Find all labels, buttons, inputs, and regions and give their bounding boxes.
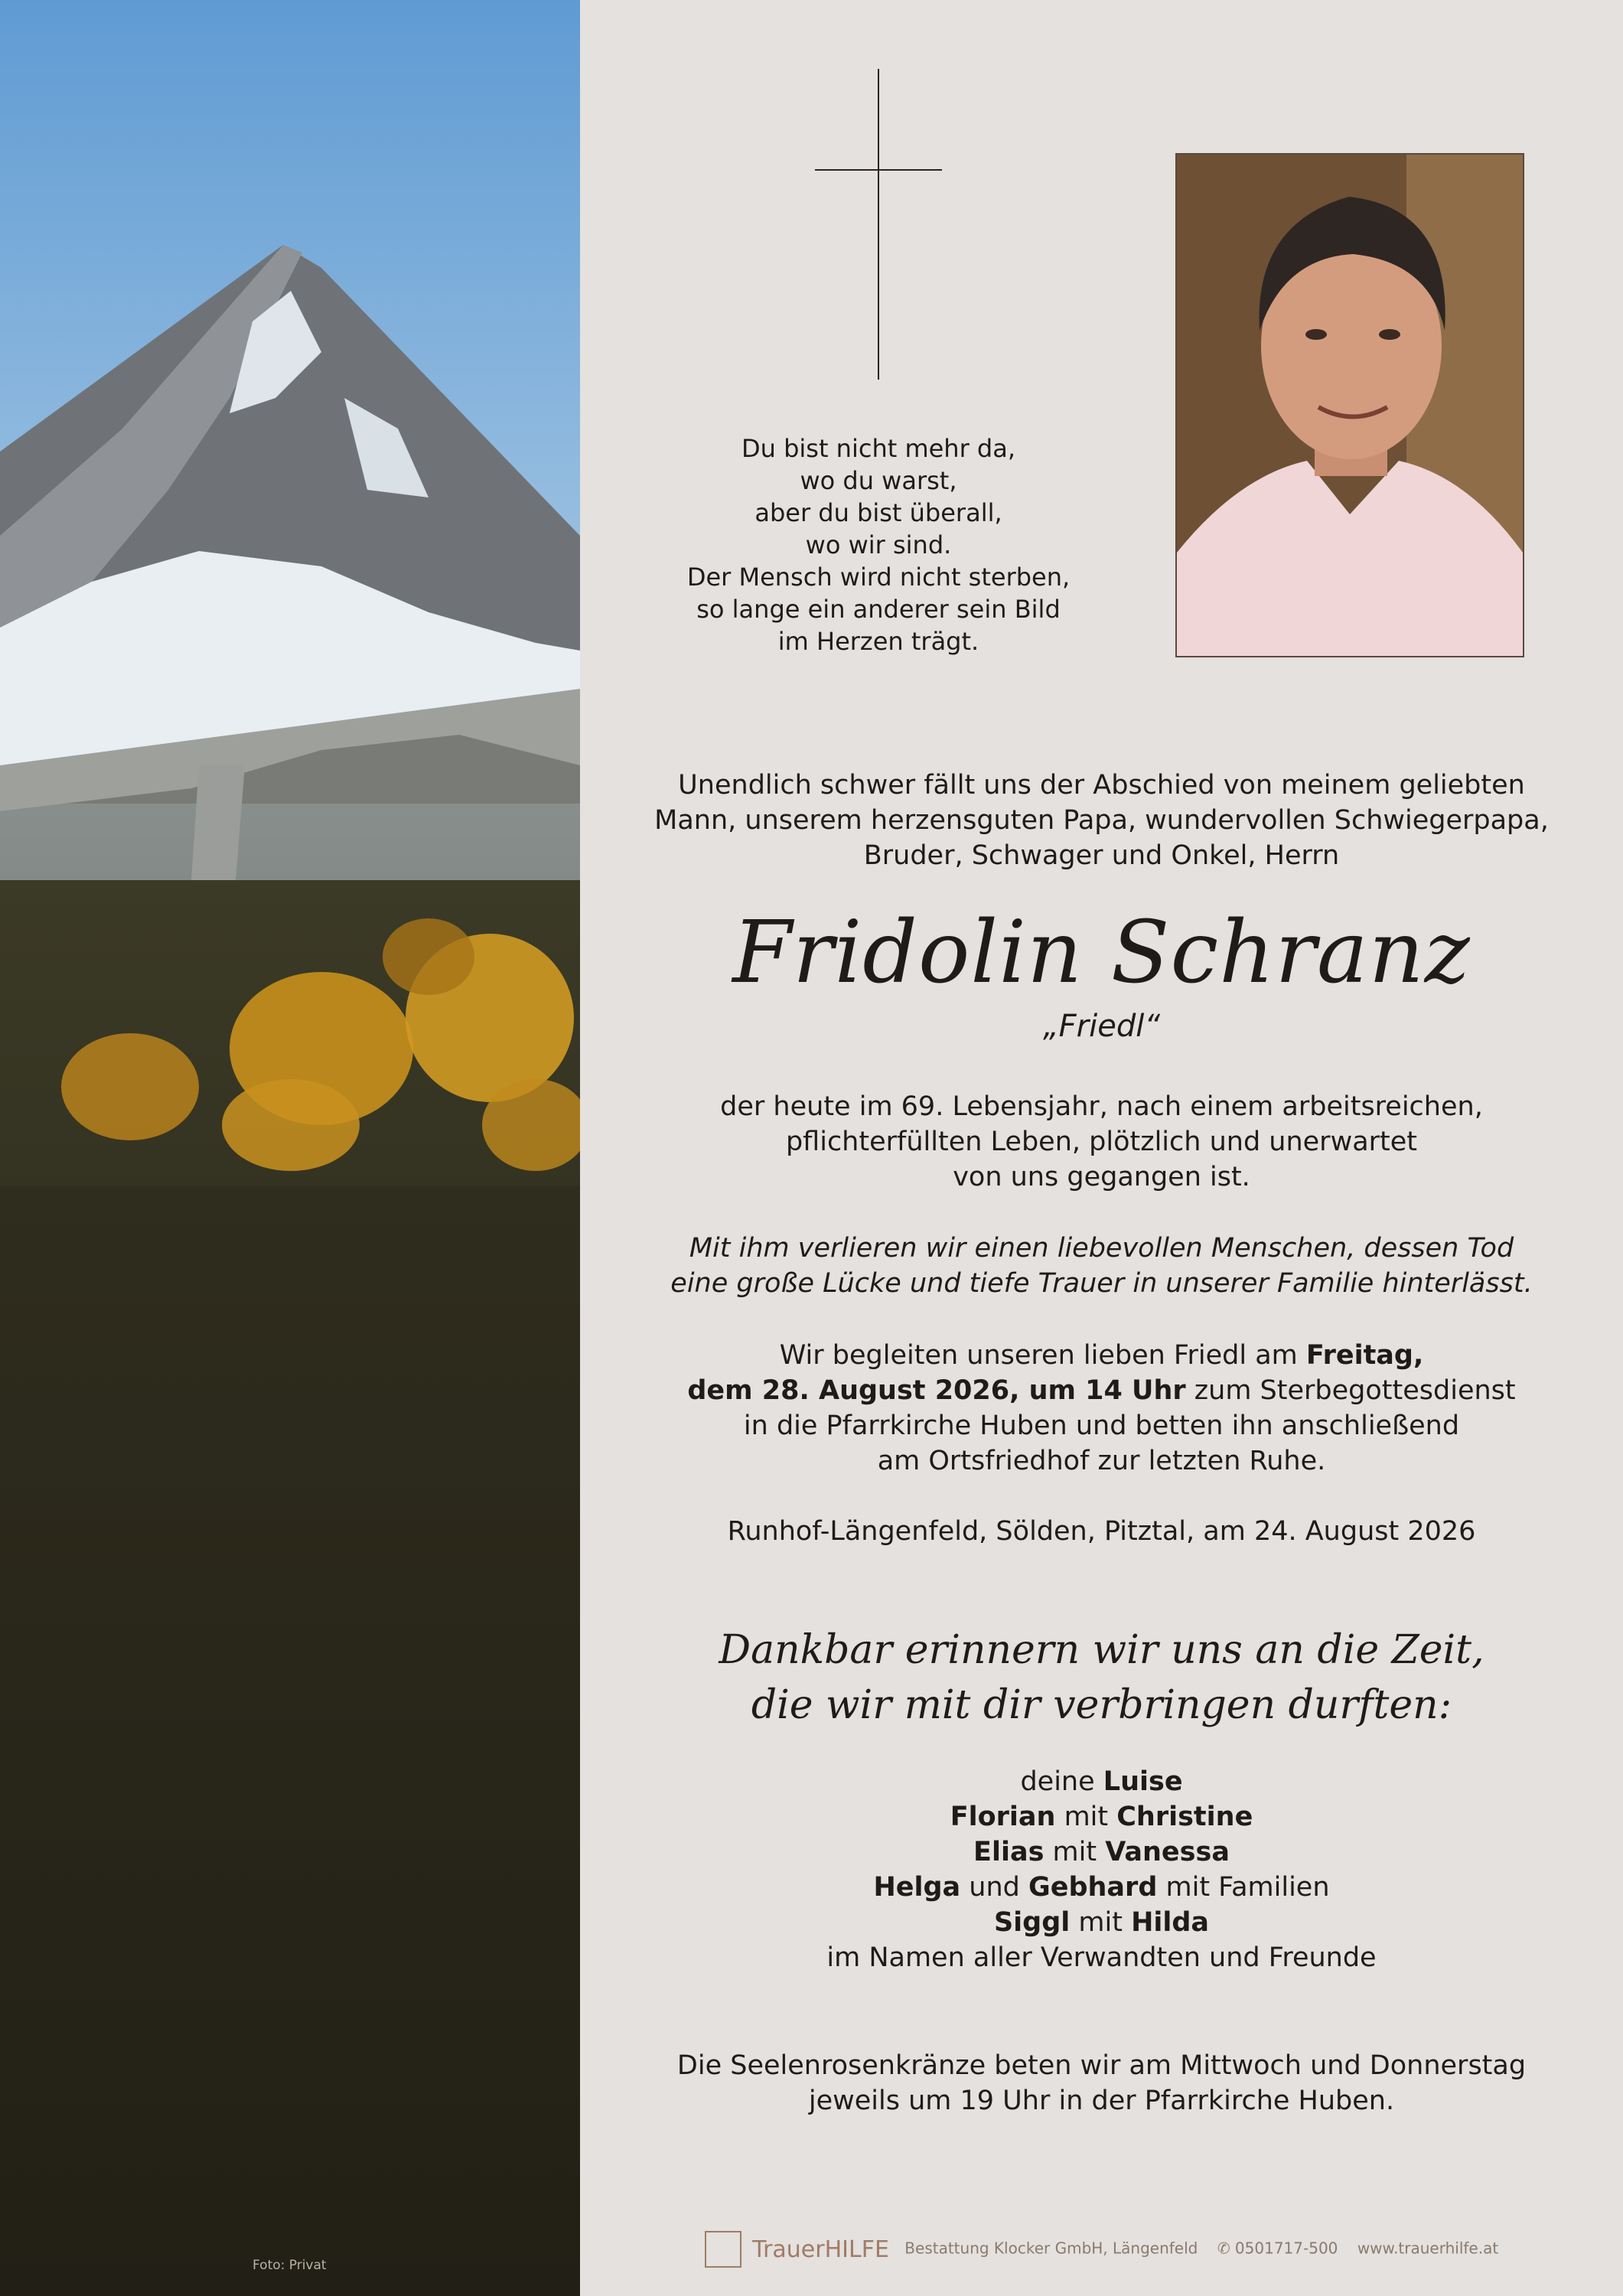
mourner-name: Christine (1116, 1802, 1253, 1832)
passing-line: von uns gegangen ist. (953, 1162, 1250, 1192)
thanks-text (580, 1623, 1623, 1733)
rosary-line: jeweils um 19 Uhr in der Pfarrkirche Huben. (808, 2086, 1395, 2116)
poem-line: Der Mensch wird nicht sterben, (686, 563, 1071, 592)
mourners-list (580, 1764, 1623, 1975)
mourner-text: deine (1020, 1766, 1103, 1797)
memorial-poem (580, 432, 1177, 657)
mourner-name: Helga (873, 1872, 961, 1903)
intro-line: Bruder, Schwager und Onkel, Herrn (863, 840, 1340, 871)
mourner-line (580, 1835, 1623, 1870)
intro-text (580, 768, 1623, 873)
mourner-line: im Namen aller Verwandten und Freunde (826, 1942, 1377, 1973)
footer-company: Bestattung Klocker GmbH, Längenfeld (904, 2239, 1198, 2258)
mourner-text: mit (1044, 1837, 1106, 1867)
passing-line: pflichterfüllten Leben, plötzlich und unerwartet (785, 1127, 1418, 1157)
mourner-line (580, 1870, 1623, 1905)
mourner-name: Florian (950, 1802, 1056, 1832)
funeral-text: Wir begleiten unseren lieben Friedl am (779, 1340, 1306, 1371)
footer-phone: ✆ 0501717-500 (1217, 2239, 1338, 2258)
rosary-line: Die Seelenrosenkränze beten wir am Mittwoch und Donnerstag (676, 2050, 1527, 2081)
poem-line: aber du bist überall, (754, 498, 1002, 527)
thanks-line: Dankbar erinnern wir uns an die Zeit, (719, 1627, 1484, 1673)
footer-brand: TrauerHILFE (752, 2236, 889, 2263)
passing-line: der heute im 69. Lebensjahr, nach einem arbeitsreichen, (720, 1091, 1483, 1122)
trauerhilfe-logo-icon (705, 2231, 741, 2268)
funeral-line-3: in die Pfarrkirche Huben und betten ihn anschließend (743, 1411, 1460, 1441)
funeral-day: Freitag, (1305, 1340, 1424, 1371)
obituary-text-panel (580, 0, 1623, 2296)
thanks-line: die wir mit dir verbringen durften: (751, 1682, 1452, 1728)
mourner-name: Vanessa (1105, 1837, 1230, 1867)
portrait-photo (1175, 153, 1524, 657)
funeral-text: zum Sterbegottesdienst (1185, 1375, 1516, 1406)
mourner-text: mit (1070, 1907, 1132, 1938)
mourner-line (580, 1905, 1623, 1940)
mourner-line (580, 1799, 1623, 1835)
mourner-text: und (960, 1872, 1028, 1903)
loss-line: eine große Lücke und tiefe Trauer in unserer Familie hinterlässt. (670, 1268, 1533, 1299)
intro-line: Unendlich schwer fällt uns der Abschied von meinem geliebten (678, 770, 1525, 801)
funeral-line-1 (580, 1338, 1623, 1373)
mourner-line (580, 1764, 1623, 1799)
poem-line: wo wir sind. (805, 530, 952, 559)
footer (580, 2231, 1623, 2268)
passing-text (580, 1089, 1623, 1195)
mourner-text: mit Familien (1157, 1872, 1330, 1903)
mourner-name: Hilda (1131, 1907, 1210, 1938)
loss-text (580, 1231, 1623, 1301)
place-date: Runhof-Längenfeld, Sölden, Pitztal, am 24. August 2026 (727, 1516, 1476, 1547)
poem-line: so lange ein anderer sein Bild (696, 595, 1061, 624)
poem-line: im Herzen trägt. (777, 627, 979, 656)
mourner-text: mit (1055, 1802, 1117, 1832)
loss-line: Mit ihm verlieren wir einen liebevollen Menschen, dessen Tod (689, 1233, 1514, 1264)
mourner-name: Luise (1103, 1766, 1183, 1797)
mourner-name: Gebhard (1028, 1872, 1158, 1903)
funeral-line-2 (580, 1373, 1623, 1408)
rosary-info (580, 2048, 1623, 2118)
funeral-date-time: dem 28. August 2026, um 14 Uhr (687, 1375, 1186, 1406)
footer-website[interactable]: www.trauerhilfe.at (1357, 2239, 1499, 2258)
deceased-nickname: „Friedl“ (1042, 1009, 1161, 1044)
intro-line: Mann, unserem herzensguten Papa, wundervollen Schwiegerpapa, (654, 805, 1549, 836)
mourner-name: Elias (973, 1837, 1045, 1867)
mourner-name: Siggl (993, 1907, 1071, 1938)
cross-icon (815, 69, 942, 380)
landscape-photo (0, 0, 580, 2296)
mountain-illustration (0, 0, 580, 2296)
funeral-info (580, 1338, 1623, 1479)
poem-line: Du bist nicht mehr da, (741, 434, 1015, 463)
poem-line: wo du warst, (800, 466, 957, 495)
photo-credit: Foto: Privat (253, 2258, 327, 2273)
deceased-name: Fridolin Schranz (732, 903, 1471, 1003)
funeral-line-4: am Ortsfriedhof zur letzten Ruhe. (877, 1446, 1326, 1476)
